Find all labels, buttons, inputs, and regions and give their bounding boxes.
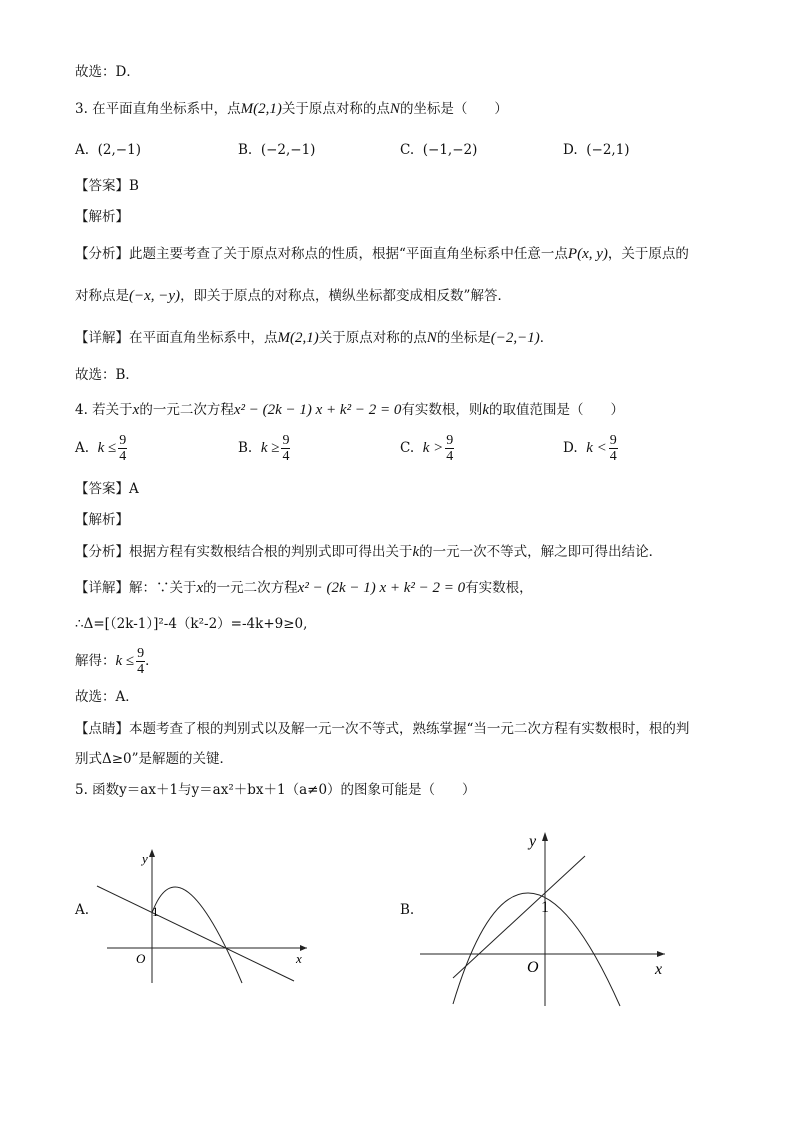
q3-stem: 3. 在平面直角坐标系中，点M(2,1)关于原点对称的点N的坐标是（ ）: [75, 101, 508, 117]
graph-b-y-label: y: [529, 833, 537, 850]
q3-conclusion: 故选：B．: [75, 367, 139, 383]
graph-b-x-label: x: [655, 961, 663, 978]
q4-solution: 解得：k ≤ $\frac{9}{4}$ ．: [75, 646, 159, 677]
graph-b-x-arrow: [657, 951, 665, 957]
q3-fenxi-line2: 对称点是(−x, −y)，即关于原点的对称点，横纵坐标都变成相反数”解答．: [75, 288, 511, 304]
q3-option-a: A. (2,−1): [75, 142, 141, 158]
q3-fenxi-line1: 【分析】此题主要考查了关于原点对称点的性质，根据“平面直角坐标系中任意一点P(x, y)，关于原点的: [75, 246, 689, 262]
q3-xiangjie: 【详解】在平面直角坐标系中，点M(2,1)关于原点对称的点N的坐标是(−2,−1)．: [75, 330, 554, 346]
q3-point-n: N: [389, 101, 400, 117]
graph-a-intercept-label: 1: [152, 904, 159, 919]
q3-option-d: D. (−2,1): [563, 142, 630, 158]
q4-analysis-header: 【解析】: [75, 512, 129, 528]
q5-stem: 5. 函数y＝ax＋1与y＝ax²＋bx＋1（a≠0）的图象可能是（ ）: [75, 782, 476, 798]
q3-analysis-header: 【解析】: [75, 209, 129, 225]
graph-a-origin-label: O: [136, 951, 146, 966]
q4-option-b: B. k ≥ $\frac{9}{4}$: [238, 433, 290, 464]
graph-b-y-arrow: [542, 832, 548, 841]
q3-point-m: M(2,1): [240, 101, 282, 117]
graph-a-line: [97, 886, 294, 981]
q4-stem: 4. 若关于x的一元二次方程x² − (2k − 1) x + k² − 2 = 0有实数根，则k的取值范围是（ ）: [75, 402, 624, 418]
q4-option-c: C. k > $\frac{9}{4}$: [400, 433, 454, 464]
graph-a-y-label: y: [142, 851, 148, 866]
q4-delta: ∴Δ=[（2k-1）]²-4（k²-2）=-4k+9≥0,: [75, 616, 308, 632]
graph-a-parabola: [152, 887, 242, 983]
graph-b-intercept-label: 1: [541, 899, 549, 916]
q3-option-c: C. (−1,−2): [400, 142, 478, 158]
graph-b-origin-label: O: [527, 959, 539, 976]
graph-a-y-arrow: [149, 849, 155, 857]
q4-option-d: D. k < $\frac{9}{4}$: [563, 433, 617, 464]
q4-option-a: A. k ≤ $\frac{9}{4}$: [75, 433, 127, 464]
q5-graph-a: [92, 843, 317, 988]
q4-conclusion: 故选：A．: [75, 689, 139, 705]
graph-b-line: [453, 856, 585, 978]
q4-dianjing-line1: 【点睛】本题考查了根的判别式以及解一元一次不等式，熟练掌握“当一元二次方程有实数根时，根的判: [75, 721, 690, 737]
q5-option-b-label: B.: [400, 902, 415, 918]
q5-graph-b: [415, 826, 675, 1011]
q3-option-b: B. (−2,−1): [238, 142, 316, 158]
graph-a-x-label: x: [296, 951, 302, 966]
previous-answer-line: 故选：D．: [75, 64, 140, 80]
q4-answer: 【答案】A: [75, 481, 139, 497]
q4-fenxi: 【分析】根据方程有实数根结合根的判别式即可得出关于k的一元一次不等式，解之即可得出结论．: [75, 544, 663, 560]
q4-xiangjie: 【详解】解：∵关于x的一元二次方程x² − (2k − 1) x + k² − 2 = 0有实数根，: [75, 580, 533, 596]
graph-b-parabola: [453, 893, 620, 1006]
q4-equation: x² − (2k − 1) x + k² − 2 = 0: [233, 402, 402, 418]
q4-dianjing-line2: 别式Δ≥0”是解题的关键．: [75, 751, 234, 767]
q3-answer: 【答案】B: [75, 178, 139, 194]
q5-option-a-label: A.: [75, 902, 90, 918]
